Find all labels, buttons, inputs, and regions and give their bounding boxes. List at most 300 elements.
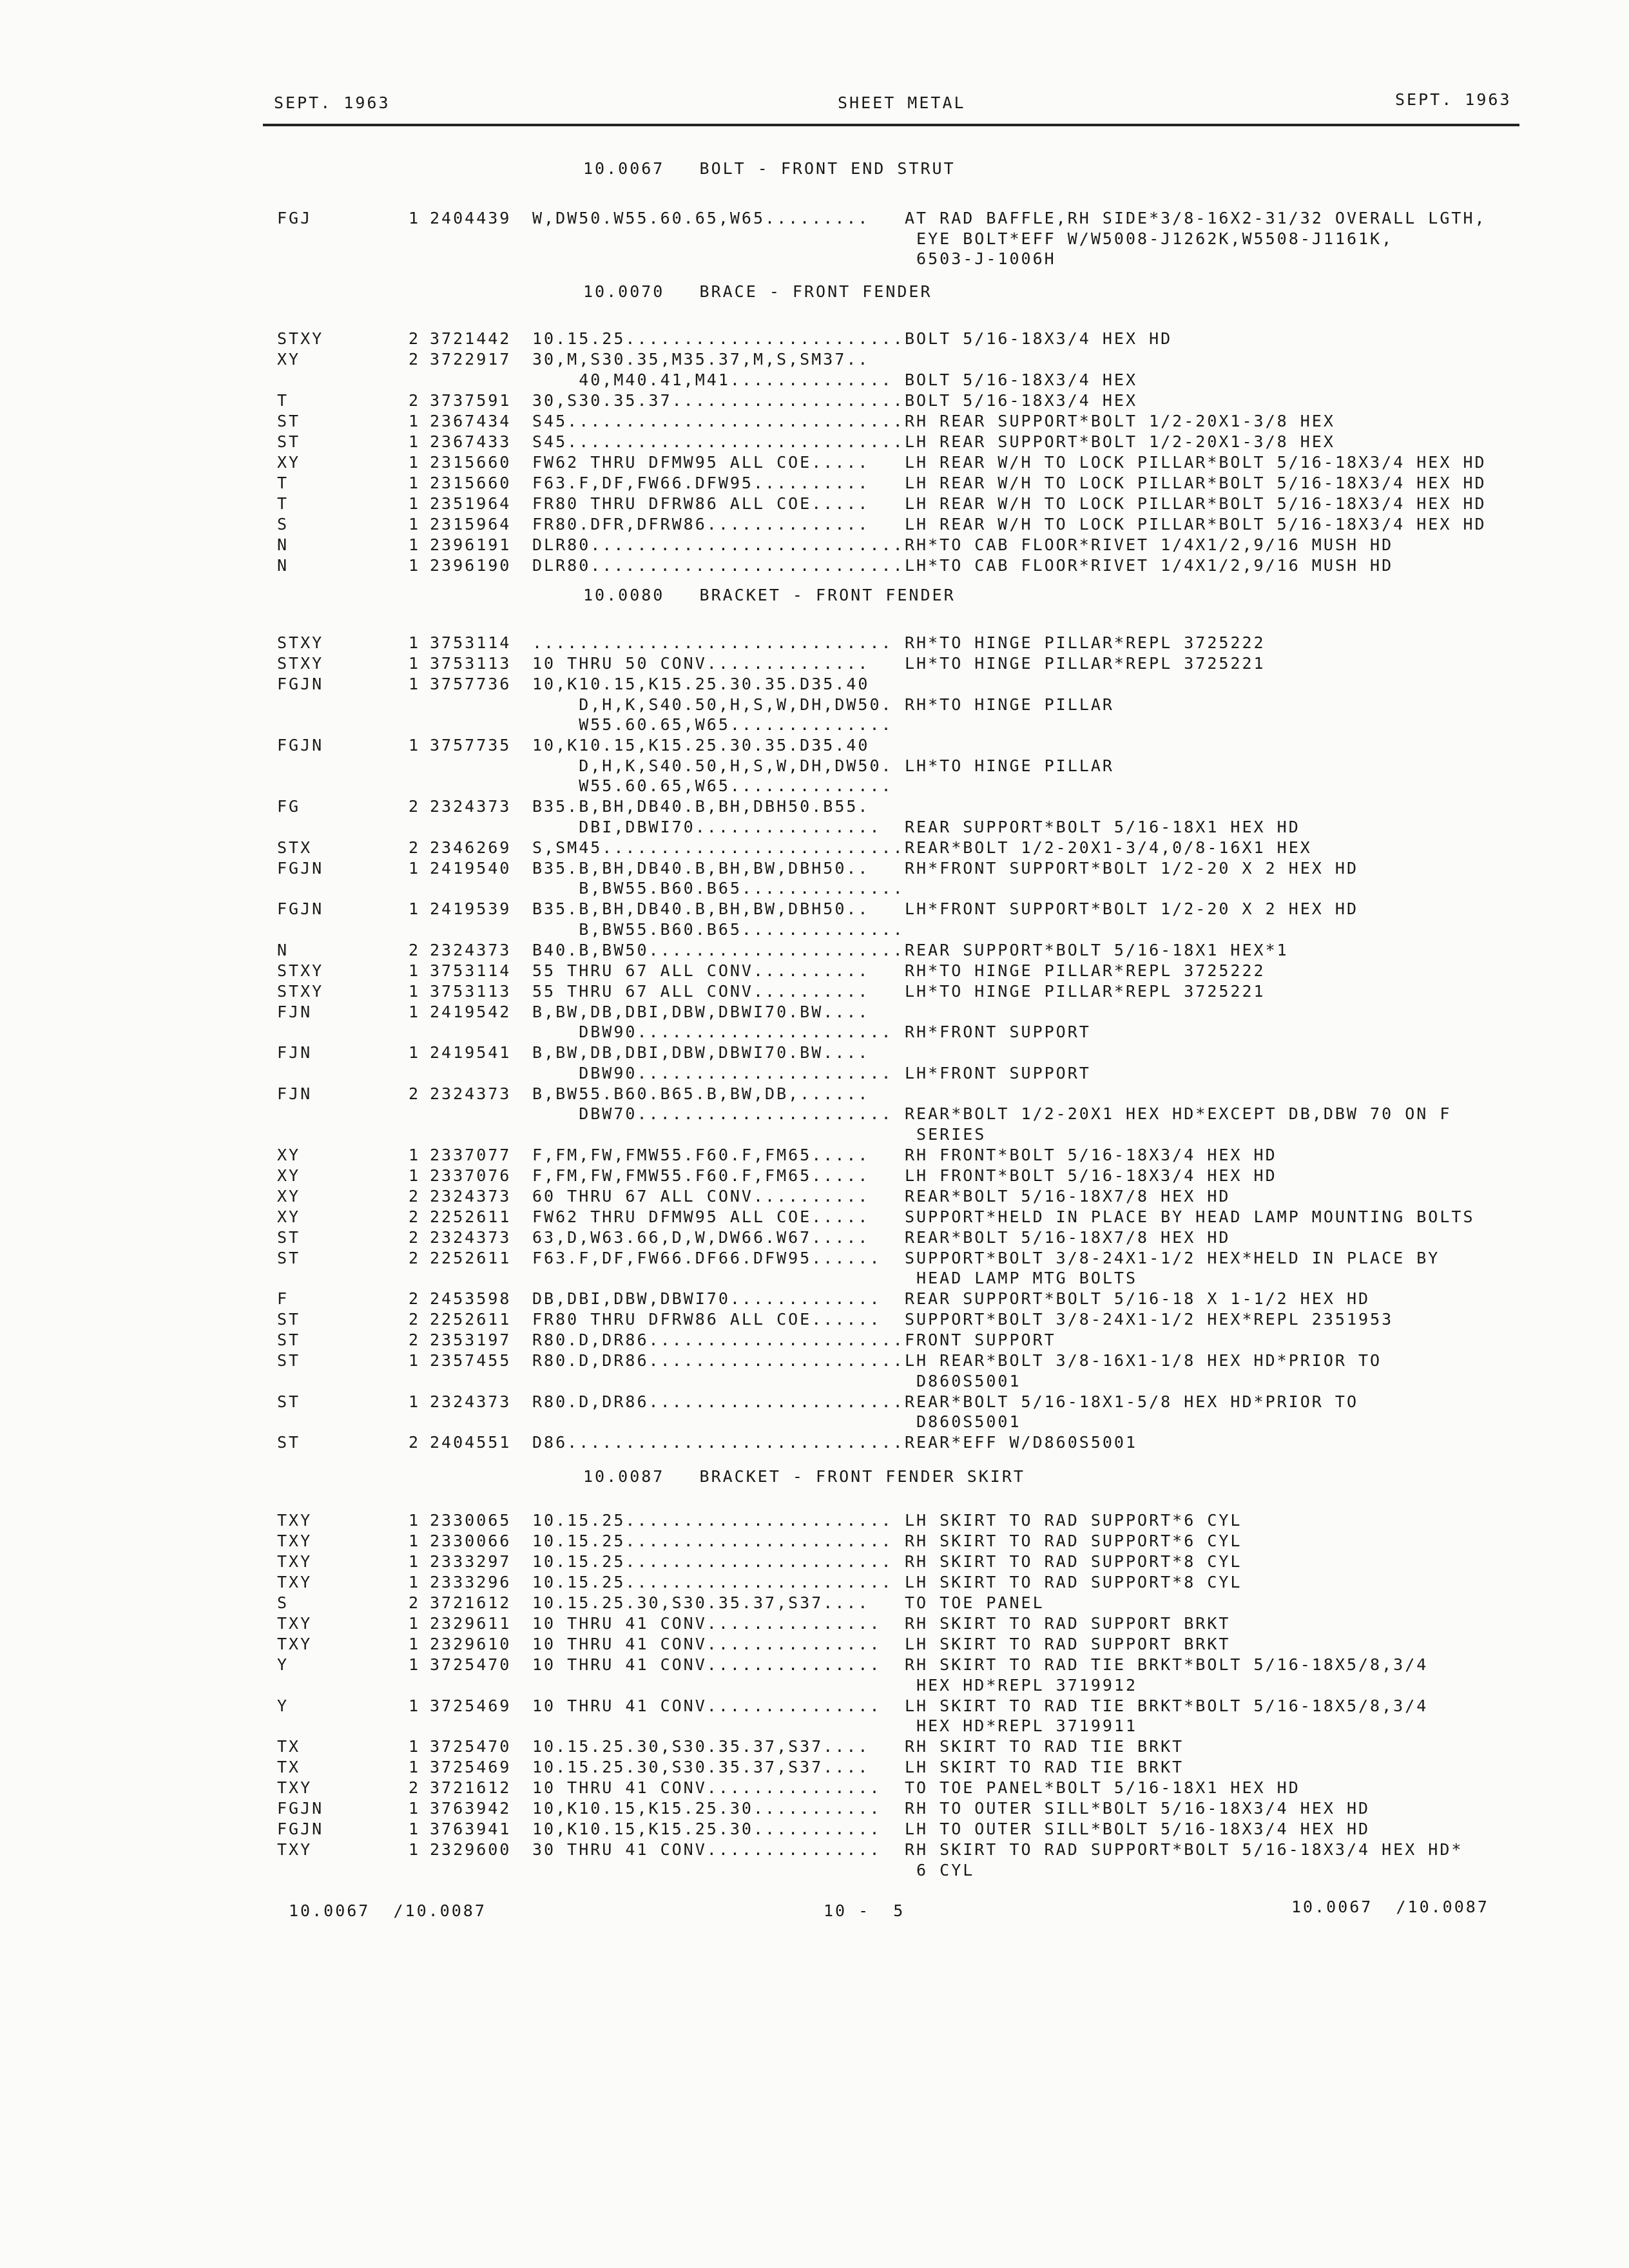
vehicle-series-code: FJN — [277, 1043, 313, 1062]
part-description: LH*TO CAB FLOOR*RIVET 1/4X1/2,9/16 MUSH HD — [905, 555, 1394, 575]
part-number: 3725469 — [430, 1758, 512, 1776]
part-row — [0, 1572, 1629, 1593]
model-applicability: 10.15.25.30,S30.35.37,S37.... — [532, 1737, 870, 1756]
vehicle-series-code: N — [277, 940, 289, 959]
part-row — [0, 555, 1629, 576]
model-applicability: W55.60.65,W65.............. — [532, 715, 893, 734]
part-number: 2404551 — [430, 1433, 512, 1452]
part-description: TO TOE PANEL — [905, 1593, 1045, 1612]
part-description: EYE BOLT*EFF W/W5008-J1262K,W5508-J1161K, — [905, 229, 1394, 248]
vehicle-series-code: FGJN — [277, 1799, 324, 1818]
vehicle-series-code: STXY — [277, 981, 324, 1001]
part-description: SUPPORT*HELD IN PLACE BY HEAD LAMP MOUNTING BOLTS — [905, 1207, 1475, 1226]
part-description: LH*TO HINGE PILLAR — [905, 756, 1114, 775]
model-applicability: W,DW50.W55.60.65,W65......... — [532, 209, 870, 227]
model-applicability: 10 THRU 41 CONV............... — [532, 1696, 882, 1715]
part-number: 2324373 — [430, 1084, 512, 1103]
part-row — [0, 1798, 1629, 1819]
model-applicability: 10,K10.15,K15.25.30.35.D35.40 — [532, 675, 870, 693]
part-description: RH SKIRT TO RAD SUPPORT*BOLT 5/16-18X3/4 HEX HD* — [905, 1840, 1463, 1859]
part-description: REAR SUPPORT*BOLT 5/16-18X1 HEX*1 — [905, 940, 1289, 959]
part-row — [0, 1736, 1629, 1757]
quantity: 1 — [409, 858, 421, 878]
vehicle-series-code: XY — [277, 1145, 301, 1164]
vehicle-series-code: TX — [277, 1758, 301, 1776]
quantity: 2 — [409, 940, 421, 959]
quantity: 2 — [409, 350, 421, 369]
quantity: 1 — [409, 1758, 421, 1776]
quantity: 1 — [409, 411, 421, 430]
part-description: RH*TO HINGE PILLAR — [905, 695, 1114, 714]
part-description: LH TO OUTER SILL*BOLT 5/16-18X3/4 HEX HD — [905, 1820, 1371, 1838]
vehicle-series-code: TXY — [277, 1840, 313, 1859]
vehicle-series-code: ST — [277, 411, 301, 430]
part-row — [0, 1593, 1629, 1613]
part-number: 2329600 — [430, 1840, 512, 1859]
part-row — [0, 514, 1629, 535]
part-description: LH REAR*BOLT 3/8-16X1-1/8 HEX HD*PRIOR TO — [905, 1351, 1382, 1370]
model-applicability: DBW90...................... — [532, 1023, 893, 1041]
part-description: 6503-J-1006H — [905, 249, 1056, 268]
part-number: 3725470 — [430, 1737, 512, 1756]
model-applicability: DLR80........................... — [532, 555, 905, 575]
part-row — [0, 1350, 1629, 1391]
part-number: 2419539 — [430, 899, 512, 918]
vehicle-series-code: STXY — [277, 633, 324, 652]
quantity: 1 — [409, 654, 421, 673]
quantity: 1 — [409, 899, 421, 918]
vehicle-series-code: ST — [277, 1351, 301, 1370]
model-applicability: 30,M,S30.35,M35.37,M,S,SM37.. — [532, 350, 870, 369]
part-description: LH REAR W/H TO LOCK PILLAR*BOLT 5/16-18X3/4 HEX HD — [905, 494, 1487, 513]
part-number: 2330065 — [430, 1511, 512, 1530]
model-applicability: 10 THRU 41 CONV............... — [532, 1635, 882, 1653]
quantity: 2 — [409, 1207, 421, 1226]
model-applicability: 10.15.25....................... — [532, 1511, 893, 1530]
model-applicability: F,FM,FW,FMW55.F60.F,FM65..... — [532, 1166, 870, 1185]
vehicle-series-code: TXY — [277, 1532, 313, 1550]
vehicle-series-code: S — [277, 514, 289, 533]
part-description: REAR*BOLT 5/16-18X7/8 HEX HD — [905, 1186, 1231, 1206]
vehicle-series-code: TX — [277, 1737, 301, 1756]
part-description: REAR*BOLT 1/2-20X1-3/4,0/8-16X1 HEX — [905, 838, 1312, 857]
part-row — [0, 535, 1629, 555]
part-description: LH REAR W/H TO LOCK PILLAR*BOLT 5/16-18X3/4 HEX HD — [905, 473, 1487, 492]
part-description: LH*TO HINGE PILLAR*REPL 3725221 — [905, 654, 1266, 673]
quantity: 1 — [409, 736, 421, 754]
part-description: AT RAD BAFFLE,RH SIDE*3/8-16X2-31/32 OVERALL LGTH, — [905, 209, 1487, 227]
part-number: 3721612 — [430, 1593, 512, 1612]
part-row — [0, 1084, 1629, 1145]
model-applicability: 10.15.25....................... — [532, 1573, 893, 1591]
part-description: RH TO OUTER SILL*BOLT 5/16-18X3/4 HEX HD — [905, 1799, 1371, 1818]
part-number: 3725469 — [430, 1696, 512, 1715]
part-row — [0, 349, 1629, 390]
part-row — [0, 899, 1629, 939]
quantity: 2 — [409, 838, 421, 857]
part-row — [0, 1819, 1629, 1840]
part-description: REAR*BOLT 1/2-20X1 HEX HD*EXCEPT DB,DBW 70 ON F — [905, 1104, 1452, 1123]
vehicle-series-code: XY — [277, 1166, 301, 1185]
part-number: 2453598 — [430, 1289, 512, 1308]
part-row — [0, 1043, 1629, 1083]
vehicle-series-code: N — [277, 555, 289, 575]
part-row — [0, 1166, 1629, 1186]
part-row — [0, 1655, 1629, 1695]
model-applicability: B35.B,BH,DB40.B,BH,BW,DBH50.. — [532, 858, 870, 878]
part-row — [0, 961, 1629, 981]
part-number: 2353197 — [430, 1331, 512, 1349]
quantity: 1 — [409, 1614, 421, 1633]
model-applicability: DLR80........................... — [532, 535, 905, 554]
vehicle-series-code: FJN — [277, 1084, 313, 1103]
vehicle-series-code: STXY — [277, 961, 324, 980]
part-number: 2419542 — [430, 1002, 512, 1021]
quantity: 1 — [409, 961, 421, 980]
quantity: 1 — [409, 675, 421, 693]
section-title: 10.0087 BRACKET - FRONT FENDER SKIRT — [583, 1467, 1025, 1486]
part-number: 3763942 — [430, 1799, 512, 1818]
quantity: 1 — [409, 1532, 421, 1550]
part-description: HEX HD*REPL 3719912 — [905, 1675, 1138, 1695]
vehicle-series-code: ST — [277, 1392, 301, 1411]
model-applicability: FW62 THRU DFMW95 ALL COE..... — [532, 452, 870, 472]
part-number: 3725470 — [430, 1655, 512, 1674]
quantity: 1 — [409, 1573, 421, 1591]
part-number: 2396191 — [430, 535, 512, 554]
part-number: 2333296 — [430, 1573, 512, 1591]
vehicle-series-code: TXY — [277, 1511, 313, 1530]
model-applicability: B,BW55.B60.B65.B,BW,DB,...... — [532, 1084, 870, 1103]
model-applicability: 63,D,W63.66,D,W,DW66.W67..... — [532, 1227, 870, 1247]
part-description: BOLT 5/16-18X3/4 HEX — [905, 390, 1138, 410]
part-number: 3753114 — [430, 961, 512, 980]
quantity: 2 — [409, 1248, 421, 1267]
part-number: 2324373 — [430, 1227, 512, 1247]
part-row — [0, 735, 1629, 796]
part-description: RH SKIRT TO RAD SUPPORT BRKT — [905, 1614, 1231, 1633]
model-applicability: 10 THRU 50 CONV.............. — [532, 654, 870, 673]
part-number: 2367434 — [430, 411, 512, 430]
quantity: 1 — [409, 1043, 421, 1062]
part-number: 3721612 — [430, 1778, 512, 1797]
model-applicability: S,SM45.......................... — [532, 838, 905, 857]
vehicle-series-code: T — [277, 473, 289, 492]
part-number: 2252611 — [430, 1207, 512, 1226]
model-applicability: FR80 THRU DFRW86 ALL COE...... — [532, 1310, 882, 1329]
vehicle-series-code: FGJN — [277, 899, 324, 918]
quantity: 1 — [409, 432, 421, 451]
part-row — [0, 1330, 1629, 1350]
vehicle-series-code: FGJN — [277, 1820, 324, 1838]
vehicle-series-code: F — [277, 1289, 289, 1308]
part-row — [0, 1248, 1629, 1289]
vehicle-series-code: ST — [277, 1310, 301, 1329]
quantity: 2 — [409, 797, 421, 816]
part-number: 3721442 — [430, 329, 512, 348]
part-row — [0, 494, 1629, 514]
part-number: 3763941 — [430, 1820, 512, 1838]
part-description: RH SKIRT TO RAD TIE BRKT*BOLT 5/16-18X5/8,3/4 — [905, 1655, 1429, 1674]
part-number: 2404439 — [430, 209, 512, 227]
part-description: LH REAR W/H TO LOCK PILLAR*BOLT 5/16-18X3/4 HEX HD — [905, 514, 1487, 533]
part-number: 2329611 — [430, 1614, 512, 1633]
model-applicability: D86............................. — [532, 1433, 905, 1452]
part-row — [0, 1432, 1629, 1453]
model-applicability: DBI,DBWI70................ — [532, 817, 882, 836]
part-number: 3722917 — [430, 350, 512, 369]
quantity: 1 — [409, 981, 421, 1001]
part-row — [0, 1778, 1629, 1798]
part-description: RH SKIRT TO RAD SUPPORT*8 CYL — [905, 1552, 1242, 1571]
part-number: 2252611 — [430, 1310, 512, 1329]
part-row — [0, 1757, 1629, 1778]
part-description: LH*FRONT SUPPORT*BOLT 1/2-20 X 2 HEX HD — [905, 899, 1358, 918]
part-row — [0, 1145, 1629, 1166]
part-description: FRONT SUPPORT — [905, 1331, 1056, 1349]
vehicle-series-code: ST — [277, 432, 301, 451]
part-number: 2351964 — [430, 494, 512, 513]
model-applicability: D,H,K,S40.50,H,S,W,DH,DW50. — [532, 756, 893, 775]
part-description: D860S5001 — [905, 1371, 1021, 1390]
quantity: 1 — [409, 1696, 421, 1715]
part-row — [0, 473, 1629, 494]
quantity: 1 — [409, 1635, 421, 1653]
model-applicability: R80.D,DR86...................... — [532, 1351, 905, 1370]
model-applicability: 55 THRU 67 ALL CONV.......... — [532, 961, 870, 980]
part-number: 3753113 — [430, 981, 512, 1001]
model-applicability: 30,S30.35.37.................... — [532, 390, 905, 410]
part-number: 2419540 — [430, 858, 512, 878]
footer-section-range-right: 10.0067 /10.0087 — [1291, 1898, 1489, 1916]
quantity: 1 — [409, 1392, 421, 1411]
quantity: 1 — [409, 1351, 421, 1370]
part-description: LH REAR SUPPORT*BOLT 1/2-20X1-3/8 HEX — [905, 432, 1335, 451]
vehicle-series-code: XY — [277, 1207, 301, 1226]
quantity: 1 — [409, 1511, 421, 1530]
part-number: 3737591 — [430, 390, 512, 410]
part-row — [0, 1289, 1629, 1309]
part-description: REAR*EFF W/D860S5001 — [905, 1433, 1138, 1452]
vehicle-series-code: S — [277, 1593, 289, 1612]
vehicle-series-code: TXY — [277, 1552, 313, 1571]
quantity: 1 — [409, 555, 421, 575]
part-row — [0, 653, 1629, 674]
part-row — [0, 1207, 1629, 1227]
quantity: 1 — [409, 452, 421, 472]
part-description: LH REAR W/H TO LOCK PILLAR*BOLT 5/16-18X3/4 HEX HD — [905, 452, 1487, 472]
part-description: LH*TO HINGE PILLAR*REPL 3725221 — [905, 981, 1266, 1001]
model-applicability: S45............................. — [532, 432, 905, 451]
vehicle-series-code: XY — [277, 1186, 301, 1206]
part-number: 3753114 — [430, 633, 512, 652]
quantity: 1 — [409, 1840, 421, 1859]
vehicle-series-code: XY — [277, 452, 301, 472]
quantity: 2 — [409, 1331, 421, 1349]
part-description: LH SKIRT TO RAD SUPPORT*6 CYL — [905, 1511, 1242, 1530]
part-row — [0, 1510, 1629, 1531]
vehicle-series-code: ST — [277, 1227, 301, 1247]
model-applicability: 10 THRU 41 CONV............... — [532, 1655, 882, 1674]
part-row — [0, 390, 1629, 411]
vehicle-series-code: TXY — [277, 1635, 313, 1653]
part-row — [0, 858, 1629, 899]
part-description: REAR SUPPORT*BOLT 5/16-18X1 HEX HD — [905, 817, 1300, 836]
quantity: 2 — [409, 1289, 421, 1308]
part-row — [0, 208, 1629, 269]
quantity: 1 — [409, 209, 421, 227]
quantity: 1 — [409, 494, 421, 513]
model-applicability: DBW70...................... — [532, 1104, 893, 1123]
header-title: SHEET METAL — [838, 93, 966, 112]
model-applicability: DBW90...................... — [532, 1063, 893, 1082]
vehicle-series-code: T — [277, 390, 289, 410]
model-applicability: 10,K10.15,K15.25.30........... — [532, 1799, 882, 1818]
part-description: RH*TO HINGE PILLAR*REPL 3725222 — [905, 961, 1266, 980]
section-title: 10.0067 BOLT - FRONT END STRUT — [583, 159, 956, 178]
quantity: 2 — [409, 1433, 421, 1452]
part-description: REAR*BOLT 5/16-18X7/8 HEX HD — [905, 1227, 1231, 1247]
part-row — [0, 452, 1629, 473]
part-number: 2315964 — [430, 514, 512, 533]
quantity: 1 — [409, 1166, 421, 1185]
part-description: HEAD LAMP MTG BOLTS — [905, 1269, 1138, 1287]
part-number: 2324373 — [430, 1186, 512, 1206]
part-row — [0, 674, 1629, 735]
part-description: LH SKIRT TO RAD SUPPORT*8 CYL — [905, 1573, 1242, 1591]
model-applicability: S45............................. — [532, 411, 905, 430]
model-applicability: 10.15.25.30,S30.35.37,S37.... — [532, 1593, 870, 1612]
part-description: BOLT 5/16-18X3/4 HEX — [905, 370, 1138, 389]
part-description: LH SKIRT TO RAD SUPPORT BRKT — [905, 1635, 1231, 1653]
quantity: 1 — [409, 535, 421, 554]
model-applicability: 10,K10.15,K15.25.30.35.D35.40 — [532, 736, 870, 754]
model-applicability: 10 THRU 41 CONV............... — [532, 1614, 882, 1633]
part-row — [0, 1840, 1629, 1880]
quantity: 1 — [409, 473, 421, 492]
part-number: 2315660 — [430, 473, 512, 492]
header-date-left: SEPT. 1963 — [274, 93, 390, 112]
part-number: 2396190 — [430, 555, 512, 575]
quantity: 2 — [409, 1186, 421, 1206]
part-row — [0, 838, 1629, 858]
part-number: 2324373 — [430, 797, 512, 816]
part-description: SUPPORT*BOLT 3/8-24X1-1/2 HEX*HELD IN PLACE BY — [905, 1248, 1440, 1267]
model-applicability: F63.F,DF,FW66.DF66.DFW95...... — [532, 1248, 882, 1267]
part-row — [0, 1552, 1629, 1572]
model-applicability: B,BW55.B60.B65.............. — [532, 879, 905, 898]
part-row — [0, 1634, 1629, 1655]
model-applicability: B,BW55.B60.B65.............. — [532, 919, 905, 939]
part-description: LH SKIRT TO RAD TIE BRKT — [905, 1758, 1184, 1776]
quantity: 1 — [409, 633, 421, 652]
part-number: 2419541 — [430, 1043, 512, 1062]
quantity: 1 — [409, 1552, 421, 1571]
part-row — [0, 940, 1629, 961]
vehicle-series-code: ST — [277, 1331, 301, 1349]
vehicle-series-code: ST — [277, 1433, 301, 1452]
part-row — [0, 1227, 1629, 1248]
part-number: 2324373 — [430, 940, 512, 959]
quantity: 2 — [409, 329, 421, 348]
quantity: 2 — [409, 1593, 421, 1612]
vehicle-series-code: STXY — [277, 654, 324, 673]
part-number: 2367433 — [430, 432, 512, 451]
part-number: 2346269 — [430, 838, 512, 857]
part-row — [0, 1309, 1629, 1330]
vehicle-series-code: FGJN — [277, 736, 324, 754]
part-description: SERIES — [905, 1124, 987, 1144]
part-description: RH*TO HINGE PILLAR*REPL 3725222 — [905, 633, 1266, 652]
model-applicability: F,FM,FW,FMW55.F60.F,FM65..... — [532, 1145, 870, 1164]
model-applicability: 40,M40.41,M41.............. — [532, 370, 893, 389]
model-applicability: ............................... — [532, 633, 893, 652]
quantity: 1 — [409, 1655, 421, 1674]
part-description: RH SKIRT TO RAD SUPPORT*6 CYL — [905, 1532, 1242, 1550]
part-row — [0, 1613, 1629, 1634]
part-number: 3757735 — [430, 736, 512, 754]
part-description: D860S5001 — [905, 1412, 1021, 1431]
quantity: 2 — [409, 390, 421, 410]
part-row — [0, 1186, 1629, 1207]
vehicle-series-code: TXY — [277, 1573, 313, 1591]
part-description: RH*FRONT SUPPORT*BOLT 1/2-20 X 2 HEX HD — [905, 858, 1358, 878]
vehicle-series-code: Y — [277, 1655, 289, 1674]
part-row — [0, 981, 1629, 1002]
part-description: BOLT 5/16-18X3/4 HEX HD — [905, 329, 1173, 348]
model-applicability: DB,DBI,DBW,DBWI70............. — [532, 1289, 882, 1308]
part-description: LH SKIRT TO RAD TIE BRKT*BOLT 5/16-18X5/8,3/4 — [905, 1696, 1429, 1715]
part-description: REAR SUPPORT*BOLT 5/16-18 X 1-1/2 HEX HD — [905, 1289, 1371, 1308]
quantity: 1 — [409, 1799, 421, 1818]
model-applicability: B,BW,DB,DBI,DBW,DBWI70.BW.... — [532, 1043, 870, 1062]
quantity: 1 — [409, 1737, 421, 1756]
part-description: REAR*BOLT 5/16-18X1-5/8 HEX HD*PRIOR TO — [905, 1392, 1358, 1411]
section-title: 10.0070 BRACE - FRONT FENDER — [583, 282, 932, 301]
part-row — [0, 432, 1629, 452]
model-applicability: FR80 THRU DFRW86 ALL COE..... — [532, 494, 870, 513]
vehicle-series-code: TXY — [277, 1778, 313, 1797]
model-applicability: 55 THRU 67 ALL CONV.......... — [532, 981, 870, 1001]
part-row — [0, 1696, 1629, 1736]
part-number: 3757736 — [430, 675, 512, 693]
model-applicability: R80.D,DR86...................... — [532, 1392, 905, 1411]
section-title: 10.0080 BRACKET - FRONT FENDER — [583, 586, 956, 604]
vehicle-series-code: N — [277, 535, 289, 554]
vehicle-series-code: TXY — [277, 1614, 313, 1633]
model-applicability: 10.15.25....................... — [532, 1532, 893, 1550]
part-description: RH*FRONT SUPPORT — [905, 1023, 1091, 1041]
model-applicability: 30 THRU 41 CONV............... — [532, 1840, 882, 1859]
part-row — [0, 1531, 1629, 1552]
model-applicability: 10.15.25.30,S30.35.37,S37.... — [532, 1758, 870, 1776]
part-row — [0, 633, 1629, 653]
vehicle-series-code: T — [277, 494, 289, 513]
part-description: LH*FRONT SUPPORT — [905, 1063, 1091, 1082]
footer-section-range-left: 10.0067 /10.0087 — [289, 1901, 487, 1920]
model-applicability: 60 THRU 67 ALL CONV.......... — [532, 1186, 870, 1206]
part-description: 6 CYL — [905, 1860, 975, 1879]
model-applicability: FR80.DFR,DFRW86.............. — [532, 514, 870, 533]
vehicle-series-code: STX — [277, 838, 313, 857]
part-description: RH SKIRT TO RAD TIE BRKT — [905, 1737, 1184, 1756]
vehicle-series-code: FGJN — [277, 675, 324, 693]
model-applicability: B,BW,DB,DBI,DBW,DBWI70.BW.... — [532, 1002, 870, 1021]
quantity: 2 — [409, 1227, 421, 1247]
part-description: HEX HD*REPL 3719911 — [905, 1716, 1138, 1735]
part-row — [0, 411, 1629, 432]
footer-page-number: 10 - 5 — [824, 1901, 905, 1920]
